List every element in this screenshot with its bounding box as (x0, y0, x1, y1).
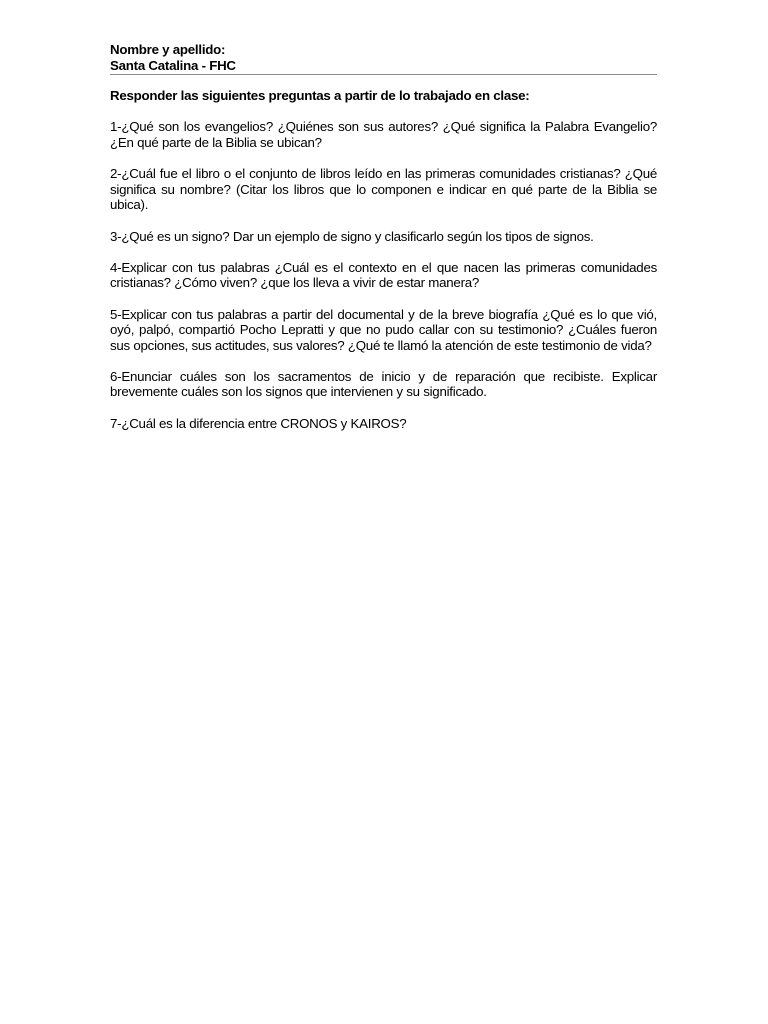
question-1: 1-¿Qué son los evangelios? ¿Quiénes son sus autores? ¿Qué significa la Palabra Evangelio? ¿En qué parte de la Biblia se ubican? (110, 119, 657, 150)
school-label: Santa Catalina - FHC (110, 57, 236, 73)
document-body (110, 42, 657, 447)
question-7: 7-¿Cuál es la diferencia entre CRONOS y KAIROS? (110, 415, 407, 431)
question-4: 4-Explicar con tus palabras ¿Cuál es el contexto en el que nacen las primeras comunidades cristianas? ¿Cómo viven? ¿que los lleva a vivir de estar manera? (110, 259, 657, 291)
question-3: 3-¿Qué es un signo? Dar un ejemplo de signo y clasificarlo según los tipos de signos. (110, 228, 594, 244)
instructions: Responder las siguientes preguntas a partir de lo trabajado en clase: (110, 88, 530, 104)
name-label: Nombre y apellido: (110, 42, 226, 57)
question-2: 2-¿Cuál fue el libro o el conjunto de libros leído en las primeras comunidades cristianas? ¿Qué significa su nombre? (Citar los libros que lo componen e indicar en qué parte de la Biblia se ubica). (110, 166, 657, 213)
question-5: 5-Explicar con tus palabras a partir del documental y de la breve biografía ¿Qué es lo que vió, oyó, palpó, compartió Pocho Lepratti y que no pudo callar con su testimonio? ¿Cuáles fueron sus opciones, sus actitudes, sus valores? ¿Qué te llamó la atención de este testimonio de vida? (110, 306, 657, 353)
question-6: 6-Enunciar cuáles son los sacramentos de inicio y de reparación que recibiste. Explicar brevemente cuáles son los signos que intervienen y su significado. (110, 368, 657, 400)
header-divider (110, 74, 657, 75)
document-header (110, 42, 657, 75)
question-list (110, 119, 657, 431)
